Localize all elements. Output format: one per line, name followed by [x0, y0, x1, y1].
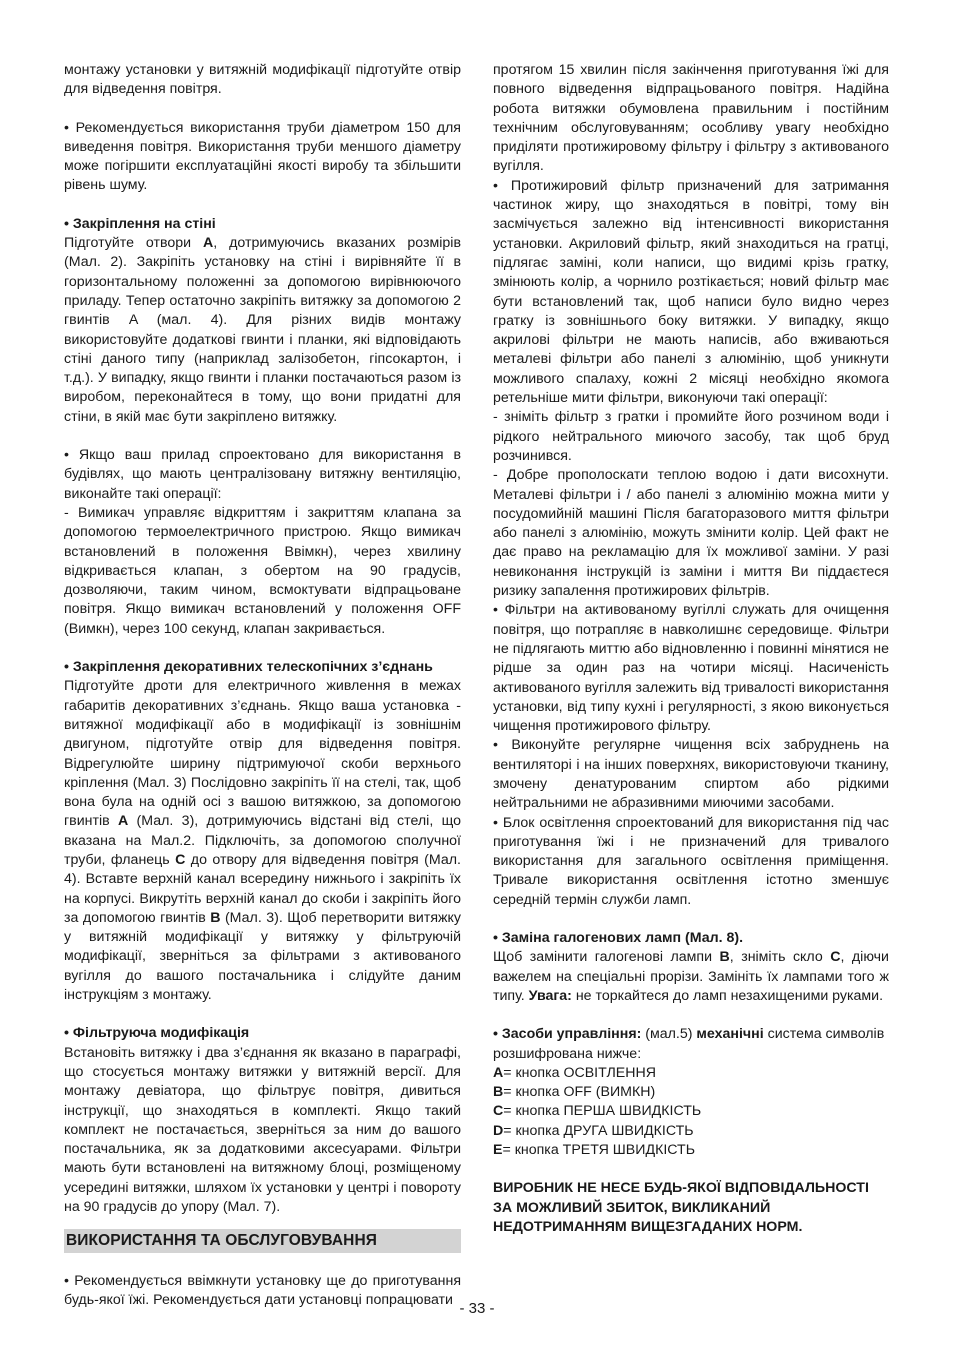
- usage-continued-paragraph: протягом 15 хвилин після закінчення приготування їжі для повного відведення відпрацьованого повітря. Надійна робота витяжки обумовлена правильним і постійним технічним обслуговуванням; особливу увагу необхідно приділяти протижировому фільтру і фільтру з активованого вугілля.: [493, 62, 889, 175]
- wall-mount-heading: • Закріплення на стіні: [64, 215, 216, 232]
- telescopic-heading: • Закріплення декоративних телескопічних з’єднань: [64, 659, 433, 676]
- grease-filter-paragraph: • Протижировий фільтр призначений для затримання частинок жиру, що знаходяться в повітрі, тому він засмічується залежно від інтенсивності використання установки. Акриловий фільтр, який знаходиться на гратці, підлягає заміні, коли написи, що видимі крізь гратку, змінюють колір, а чорнило розтікається; новий фільтр має бути встановлений так, щоб написи було видно через гратку із зовнішнього боку витяжки. У випадку, якщо акрилові фільтри не мають написів, або вживаються металеві фільтри або панелі з алюмінію, щоб уникнути можливого спалаху, кожні 2 місяці необхідно якомога ретельніше мити фільтри, виконуючи такі операції:: [493, 177, 889, 407]
- page-number: - 33 -: [459, 1300, 495, 1317]
- intro-paragraph: монтажу установки у витяжній модифікації підготуйте отвір для відведення повітря.: [64, 62, 461, 98]
- central-ventilation-paragraph: • Якщо ваш прилад спроектовано для використання в будівлях, що мають централізовану витяжну вентиляцію, виконайте такі операції:: [64, 447, 461, 502]
- control-item-b: B= кнопка OFF (ВИМКН): [493, 1084, 656, 1101]
- lamp-replacement-heading: • Заміна галогенових ламп (Мал. 8).: [493, 930, 744, 947]
- wall-mount-paragraph: Підготуйте отвори A, дотримуючись вказаних розмірів (Мал. 2). Закріпіть установку на стіні і вирівняйте її в горизонтальному положенні за допомогою вирівнюючого приладу. Тепер остаточно закріпіть витяжку за допомогою 2 гвинтів A (мал. 4). Для різних видів монтажу використовуйте додаткові гвинти і планки, які відповідають стіні даного типу (наприклад залізобетон, гіпсокартон, і т.д.). У випадку, якщо гвинти і планки постачаються разом із виробом, переконайтеся в тому, що вони придатні для стіни, в якій має бути закріплено витяжку.: [64, 235, 461, 425]
- left-column: [64, 61, 461, 1310]
- switch-valve-paragraph: - Вимикач управляє відкриттям і закриттям клапана за допомогою термоелектричного пристрою. Якщо вимикач встановлений в положення Ввімкн), через хвилину відкривається клапан, з обертом на 90 градусів, дозволяючи, таким чином, всмоктувати відпрацьоване повітря. Якщо вимикач встановлений у положення OFF (Вимкн), через 100 секунд, клапан закривається.: [64, 504, 461, 637]
- filter-mode-heading: • Фільтруюча модифікація: [64, 1025, 250, 1042]
- controls-list: [493, 1064, 889, 1160]
- control-item-d: D= кнопка ДРУГА ШВИДКІСТЬ: [493, 1122, 694, 1139]
- filter-mode-paragraph: Встановіть витяжку і два з’єднання як вказано в параграфі, що стосується монтажу витяжки у витяжній версії. Для монтажу девіатора, що фільтрує повітря, дивиться інструкції, що знаходяться в комплекті. Якщо такий комплект не постачається, зверніться за ним до вашого постачальника, як за додатковими аксесуарами. Фільтри мають бути встановлені на витяжному блоці, розміщеному усередині витяжки, шляхом їх установки у центрі і повороту на 90 градусів до упору (Мал. 7).: [64, 1044, 461, 1216]
- control-item-c: C= кнопка ПЕРША ШВИДКІСТЬ: [493, 1103, 702, 1120]
- section-title-usage: ВИКОРИСТАННЯ ТА ОБСЛУГОВУВАННЯ: [64, 1229, 461, 1252]
- lamp-replacement-paragraph: Щоб замінити галогенові лампи B, зніміть скло C, діючи важелем на спеціальні прорізи. Замініть їх лампами того ж типу. Увага: не торкайтеся до ламп незахищеними руками.: [493, 949, 889, 1004]
- filter-wash-step: - зніміть фільтр з гратки і промийте його розчином води і рідкого нейтрального миючого засобу, так щоб бруд розчинився.: [493, 409, 889, 464]
- control-item-a: A= кнопка ОСВІТЛЕННЯ: [493, 1064, 656, 1081]
- cleaning-paragraph: • Виконуйте регулярне чищення всіх забруднень на вентиляторі і на інших поверхнях, використовуючи тканину, змочену денатурованим спиртом або рідкими нейтральними не абразивними миючими засобами.: [493, 737, 889, 812]
- telescopic-paragraph: Підготуйте дроти для електричного живлення в межах габаритів декоративних з’єднань. Якщо ваша установка - витяжної модифікації або в модифікації із зовнішнім двигуном, підготуйте отвір для відведення повітря. Відрегулюйте ширину підтримуючої скоби верхнього кріплення (Мал. 3) Послідовно закріпіть її на стелі, так, щоб вона була на одній осі з вашою витяжкою, за допомогою гвинтів A (Мал. 3), дотримуючись відстані від стелі, що вказана на Мал.2. Підключіть, за допомогою сполучної труби, фланець C до отвору для відведення повітря (Мал. 4). Вставте верхній канал всередину нижнього і закріпіть їх на корпусі. Викрутіть верхній канал до скоби і закріпіть його за допомогою гвинтів B (Мал. 3). Щоб перетворити витяжку у витяжній модифікації у витяжку у фільтруючій модифікації, зверніться за фільтрами з активованого вугілля до вашого постачальника і слідуйте даним інструкціям з монтажу.: [64, 678, 461, 1004]
- control-item-e: E= кнопка ТРЕТЯ ШВИДКІСТЬ: [493, 1142, 696, 1159]
- controls-paragraph: • Засоби управління: (мал.5) механічні система символів розшифрована нижче:: [493, 1026, 885, 1062]
- filter-rinse-step: - Добре прополоскати теплою водою і дати висохнути. Металеві фільтри і / або панелі з алюмінію можна мити у посудомийній машині Після багаторазового миття фільтри або панелі з алюмінію, можуть змінити колір. Цей факт не дає право на рекламацію для їх можливої заміни. У разі невиконання інструкцій із заміни і миття Ви піддаєтеся ризику запалення протижирових фільтрів.: [493, 467, 889, 600]
- pipe-diameter-paragraph: • Рекомендується використання труби діаметром 150 для виведення повітря. Використання труби меншого діаметру може погіршити експлуатаційні якості виробу та збільшити рівень шуму.: [64, 119, 461, 194]
- right-column: [493, 61, 889, 1237]
- usage-paragraph: • Рекомендується ввімкнути установку ще до приготування будь-якої їжі. Рекомендується дати установці попрацювати: [64, 1272, 461, 1308]
- carbon-filter-paragraph: • Фільтри на активованому вугіллі служать для очищення повітря, що потрапляє в навколишнє середовище. Фільтри не підлягають миттю або відновленню і повинні мінятися не рідше за один раз на чотири місяці. Насиченість активованого вугілля залежить від тривалості використання установки, від типу кухні і регулярності, з якою виконується чищення протижирового фільтру.: [493, 602, 889, 735]
- lighting-paragraph: • Блок освітлення спроектований для використання під час приготування їжі і не призначений для тривалого використання для загального освітлення приміщення. Тривале використання освітлення істотно зменшує середній термін служби ламп.: [493, 814, 889, 908]
- manufacturer-warning: ВИРОБНИК НЕ НЕСЕ БУДЬ-ЯКОЇ ВІДПОВІДАЛЬНОСТІ ЗА МОЖЛИВИЙ ЗБИТОК, ВИКЛИКАНИЙ НЕДОТРИМАННЯМ ВИЩЕЗГАДАНИХ НОРМ.: [493, 1180, 869, 1235]
